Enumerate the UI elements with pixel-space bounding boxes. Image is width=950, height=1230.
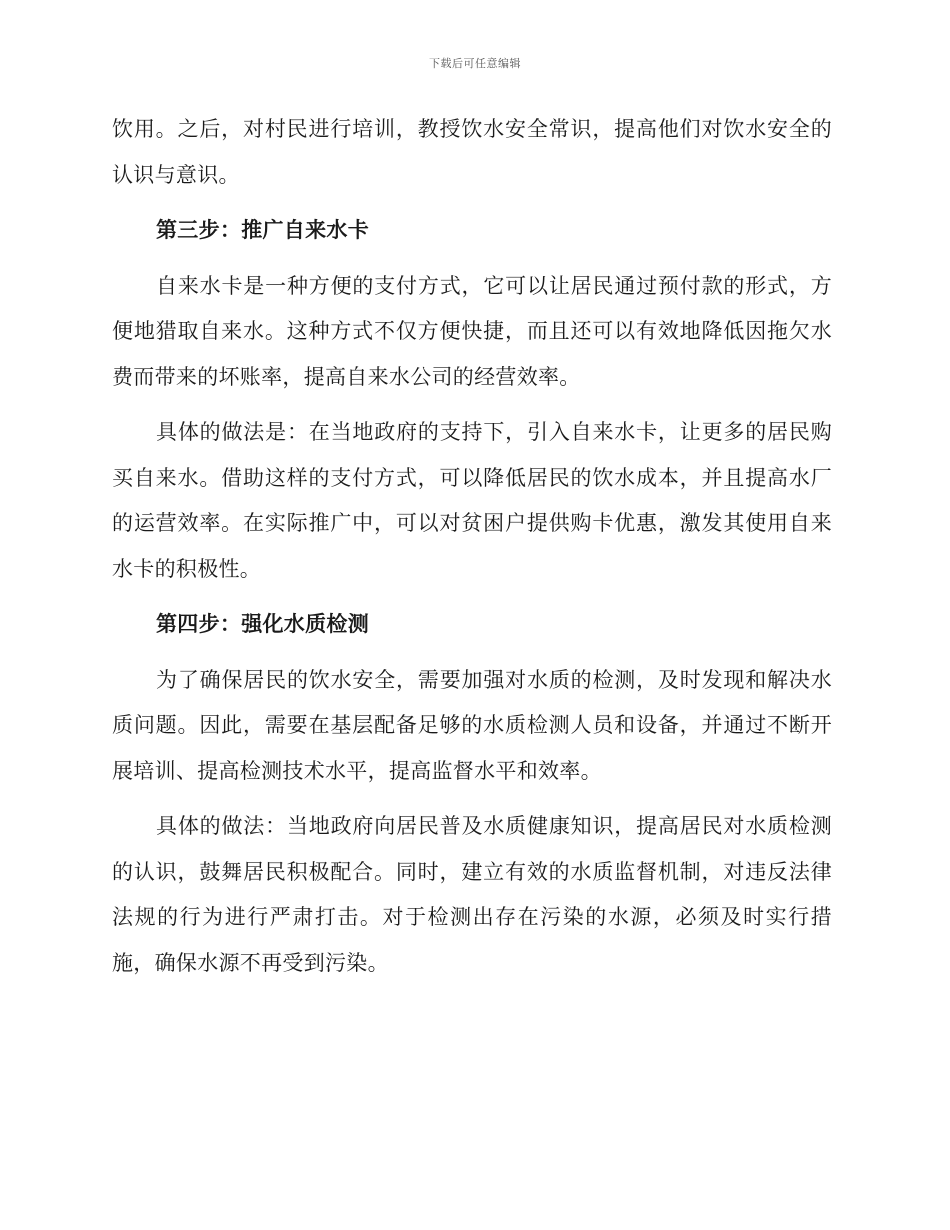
paragraph-continuation: 饮用。之后，对村民进行培训，教授饮水安全常识，提高他们对饮水安全的认识与意识。 — [112, 117, 832, 187]
section-heading-step-3: 第三步：推广自来水卡 — [156, 218, 369, 242]
section-heading-step-4: 第四步：强化水质检测 — [156, 612, 369, 636]
paragraph-water-card-method: 具体的做法是：在当地政府的支持下，引入自来水卡，让更多的居民购买自来水。借助这样的支付方式，可以降低居民的饮水成本，并且提高水厂的运营效率。在实际推广中，可以对贫困户提供购卡优惠，激发其使用自来水卡的积极性。 — [112, 420, 832, 581]
paragraph-water-quality-method: 具体的做法：当地政府向居民普及水质健康知识，提高居民对水质检测的认识，鼓舞居民积极配合。同时，建立有效的水质监督机制，对违反法律法规的行为进行严肃打击。对于检测出存在污染的水源，必须及时实行措施，确保水源不再受到污染。 — [112, 814, 832, 975]
paragraph-water-card-intro: 自来水卡是一种方便的支付方式，它可以让居民通过预付款的形式，方便地猎取自来水。这种方式不仅方便快捷，而且还可以有效地降低因拖欠水费而带来的坏账率，提高自来水公司的经营效率。 — [112, 273, 832, 389]
document-body — [112, 107, 832, 996]
page-header: 下载后可任意编辑 — [429, 57, 521, 70]
paragraph-water-quality-intro: 为了确保居民的饮水安全，需要加强对水质的检测，及时发现和解决水质问题。因此，需要在基层配备足够的水质检测人员和设备，并通过不断开展培训、提高检测技术水平，提高监督水平和效率。 — [112, 667, 832, 783]
